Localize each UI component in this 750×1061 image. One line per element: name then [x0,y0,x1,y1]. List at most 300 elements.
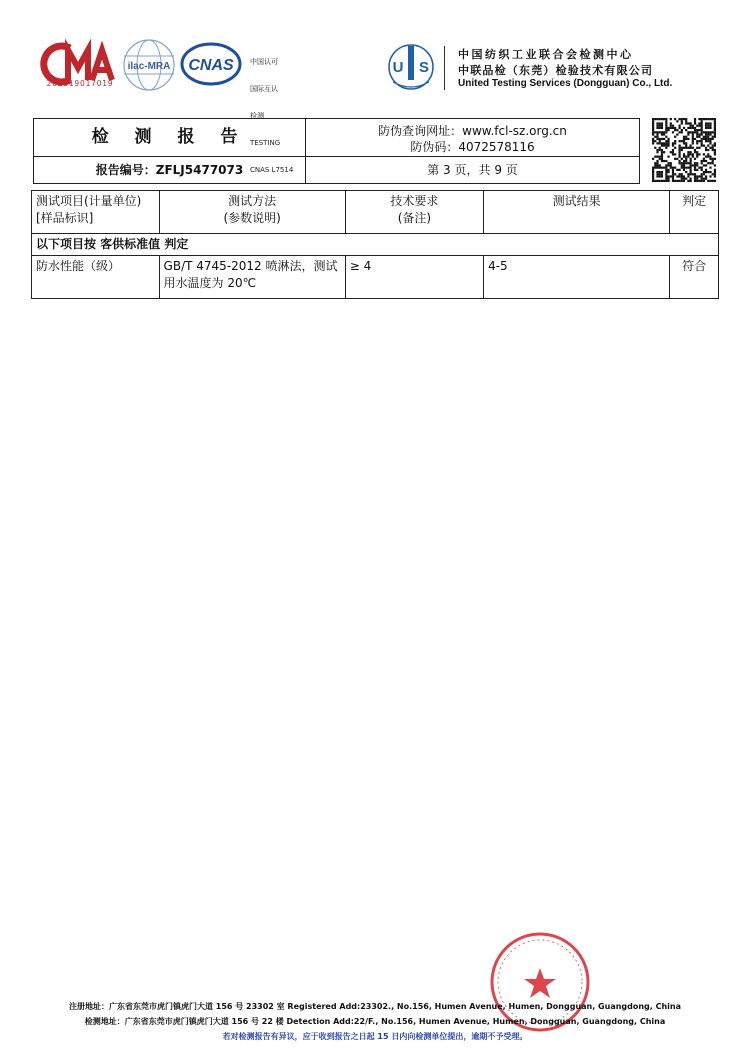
qr-module [701,169,703,171]
qr-module [663,131,665,133]
qr-module [709,138,711,140]
qr-module [672,144,674,146]
qr-module [683,127,685,129]
qr-module [685,167,687,169]
qr-module [683,136,685,138]
qr-module [652,173,654,175]
qr-module [656,164,658,166]
qr-module [690,147,692,149]
qr-module [712,162,714,164]
qr-module [683,175,685,177]
qr-module [694,131,696,133]
qr-module [674,167,676,169]
qr-module [663,160,665,162]
qr-module [707,162,709,164]
qr-module [698,133,700,135]
qr-module [687,151,689,153]
qr-module [690,158,692,160]
qr-module [667,140,669,142]
qr-module [687,138,689,140]
qr-module [659,164,661,166]
qr-module [652,125,654,127]
qr-module [714,164,716,166]
qr-module [707,133,709,135]
qr-module [667,175,669,177]
qr-module [709,167,711,169]
qr-module [654,167,656,169]
verify-code: 防伪码：4072578116 [410,140,535,154]
qr-module [703,131,705,133]
qr-module [652,171,654,173]
qr-module [707,125,709,127]
qr-module [705,175,707,177]
qr-module [665,129,667,131]
header-judgement-label: 判定 [682,194,707,208]
qr-module [685,118,687,120]
qr-module [661,167,663,169]
qr-module [714,122,716,124]
qr-module [703,164,705,166]
qr-module [665,173,667,175]
qr-module [709,175,711,177]
qr-module [654,180,656,182]
qr-module [705,125,707,127]
qr-module [694,158,696,160]
qr-module [714,169,716,171]
qr-module [696,125,698,127]
qr-module [701,125,703,127]
qr-module [681,167,683,169]
qr-module [652,140,654,142]
qr-module [656,127,658,129]
qr-module [672,151,674,153]
qr-module [696,136,698,138]
qr-module [694,127,696,129]
qr-module [701,131,703,133]
qr-code [652,118,716,182]
qr-module [685,147,687,149]
qr-module [670,162,672,164]
qr-module [667,127,669,129]
qr-module [714,120,716,122]
qr-module [659,167,661,169]
qr-module [663,118,665,120]
qr-module [674,129,676,131]
qr-module [665,147,667,149]
qr-module [656,136,658,138]
qr-module [676,169,678,171]
qr-module [692,147,694,149]
verify-url: 防伪查询网址：www.fcl-sz.org.cn [378,124,567,138]
qr-module [690,169,692,171]
qr-module [683,169,685,171]
qr-module [690,131,692,133]
qr-module [690,171,692,173]
qr-module [661,149,663,151]
qr-module [654,136,656,138]
qr-module [661,127,663,129]
qr-module [696,169,698,171]
qr-module [694,149,696,151]
qr-module [656,122,658,124]
qr-module [659,142,661,144]
qr-module [703,160,705,162]
report-number: 报告编号：ZFLJ5477073 [95,163,244,177]
qr-module [683,147,685,149]
qr-module [701,175,703,177]
qr-module [672,149,674,151]
qr-module [678,125,680,127]
qr-module [701,133,703,135]
report-title-box [33,118,640,184]
qr-module [698,153,700,155]
qr-module [661,173,663,175]
qr-module [672,131,674,133]
uts-letter-u: U [392,59,404,76]
qr-module [656,160,658,162]
qr-module [694,120,696,122]
qr-module [652,131,654,133]
qr-module [652,127,654,129]
qr-module [661,122,663,124]
qr-module [690,167,692,169]
qr-module [690,173,692,175]
registered-address: 注册地址：广东省东莞市虎门镇虎门大道 156 号 23302 室 Registered Add:23302., No.156, Humen Avenue, Humen, Dongguan, Guangdong, China [68,1002,682,1011]
qr-module [681,180,683,182]
qr-module [656,171,658,173]
qr-module [683,142,685,144]
qr-module [707,140,709,142]
qr-module [701,138,703,140]
qr-module [681,129,683,131]
qr-module [685,156,687,158]
qr-module [707,127,709,129]
qr-module [701,178,703,180]
qr-module [652,178,654,180]
qr-module [670,167,672,169]
qr-module [701,180,703,182]
qr-module [705,122,707,124]
qr-module [685,129,687,131]
qr-module [676,129,678,131]
qr-module [709,171,711,173]
qr-module [705,131,707,133]
qr-module [687,147,689,149]
header-requirement-line1: 技术要求 [390,194,439,208]
qr-module [705,136,707,138]
qr-module [652,169,654,171]
qr-module [705,171,707,173]
qr-module [674,180,676,182]
qr-module [670,127,672,129]
accreditation-line: 检测 [250,112,264,120]
qr-module [663,144,665,146]
qr-module [690,178,692,180]
qr-module [703,138,705,140]
qr-module [670,125,672,127]
qr-module [656,167,658,169]
qr-module [701,160,703,162]
qr-module [652,118,654,120]
qr-module [705,133,707,135]
qr-module [698,167,700,169]
qr-module [661,133,663,135]
qr-module [703,180,705,182]
qr-module [665,125,667,127]
qr-module [687,173,689,175]
qr-module [663,180,665,182]
header-divider [444,46,445,90]
qr-module [674,173,676,175]
qr-module [678,153,680,155]
header-result [484,191,670,234]
qr-module [659,156,661,158]
qr-module [683,180,685,182]
qr-module [701,144,703,146]
qr-module [705,127,707,129]
qr-module [681,175,683,177]
qr-module [683,178,685,180]
qr-module [712,144,714,146]
qr-module [661,125,663,127]
qr-module [652,167,654,169]
qr-module [659,175,661,177]
qr-module [709,142,711,144]
qr-module [663,151,665,153]
cell-method: GB/T 4745-2012 喷淋法，测试用水温度为 20℃ [159,256,345,299]
qr-module [678,147,680,149]
qr-module [694,173,696,175]
qr-module [674,136,676,138]
cnas-text: CNAS [188,57,234,74]
qr-module [714,129,716,131]
ilac-mra-text: ilac-MRA [127,61,171,72]
ilac-mra-logo [122,38,176,92]
qr-module [701,162,703,164]
qr-module [685,160,687,162]
qr-module [683,164,685,166]
qr-module [692,142,694,144]
qr-module [698,136,700,138]
qr-module [712,147,714,149]
qr-module [705,140,707,142]
qr-module [705,149,707,151]
qr-module [709,118,711,120]
section-title: 以下项目按 客供标准值 判定 [32,234,719,256]
qr-module [690,164,692,166]
qr-module [672,127,674,129]
qr-module [665,131,667,133]
qr-module [694,178,696,180]
qr-module [696,153,698,155]
qr-module [659,131,661,133]
qr-module [692,138,694,140]
qr-module [652,142,654,144]
qr-module [703,136,705,138]
qr-module [705,169,707,171]
qr-module [696,147,698,149]
qr-module [703,171,705,173]
header-method [159,191,345,234]
qr-module [703,173,705,175]
qr-module [692,156,694,158]
qr-module [659,171,661,173]
qr-module [663,138,665,140]
qr-module [656,173,658,175]
qr-module [709,147,711,149]
qr-module [690,127,692,129]
qr-module [685,144,687,146]
header-item [32,191,160,234]
qr-module [694,138,696,140]
accreditation-line: CNAS L7514 [250,166,294,174]
qr-module [661,171,663,173]
qr-module [672,178,674,180]
qr-module [701,173,703,175]
qr-module [665,142,667,144]
qr-module [692,127,694,129]
qr-module [683,160,685,162]
qr-module [714,180,716,182]
qr-module [701,140,703,142]
accreditation-line: 国际互认 [250,85,278,93]
qr-module [663,142,665,144]
qr-module [707,118,709,120]
qr-module [676,120,678,122]
qr-module [709,131,711,133]
qr-module [652,180,654,182]
qr-module [659,158,661,160]
qr-module [685,136,687,138]
qr-module [687,127,689,129]
qr-module [678,156,680,158]
qr-module [698,129,700,131]
qr-module [674,127,676,129]
qr-module [659,118,661,120]
qr-module [687,156,689,158]
qr-module [685,120,687,122]
qr-module [656,151,658,153]
qr-module [656,162,658,164]
qr-module [696,175,698,177]
qr-module [714,153,716,155]
qr-module [714,142,716,144]
qr-module [652,122,654,124]
qr-module [698,125,700,127]
qr-module [694,169,696,171]
header-item-line1: 测试项目(计量单位) [36,194,142,208]
company-name-cn-2: 中联品检（东莞）检验技术有限公司 [458,64,654,77]
qr-module [692,131,694,133]
qr-module [709,125,711,127]
qr-module [681,149,683,151]
qr-module [696,133,698,135]
qr-module [694,164,696,166]
qr-module [678,144,680,146]
qr-module [714,118,716,120]
qr-module [654,164,656,166]
qr-module [656,175,658,177]
qr-module [681,140,683,142]
header-item-line2: [样品标识] [36,211,94,225]
qr-module [674,118,676,120]
qr-module [674,140,676,142]
qr-module [678,118,680,120]
qr-module [696,140,698,142]
qr-module [694,122,696,124]
qr-module [667,164,669,166]
qr-module [692,136,694,138]
qr-module [656,131,658,133]
qr-module [661,156,663,158]
qr-module [712,138,714,140]
qr-module [690,122,692,124]
qr-module [672,175,674,177]
qr-module [701,129,703,131]
qr-module [670,164,672,166]
qr-module [683,156,685,158]
qr-module [701,122,703,124]
qr-module [665,127,667,129]
qr-module [656,125,658,127]
qr-module [690,160,692,162]
qr-module [663,133,665,135]
qr-module [681,122,683,124]
qr-module [696,178,698,180]
qr-module [709,156,711,158]
qr-module [665,164,667,166]
qr-module [672,171,674,173]
qr-module [681,164,683,166]
qr-module [654,131,656,133]
qr-module [707,138,709,140]
qr-module [661,158,663,160]
qr-module [692,173,694,175]
qr-module [656,142,658,144]
qr-module [659,173,661,175]
table-row [32,256,719,299]
qr-module [652,158,654,160]
qr-module [705,160,707,162]
qr-module [683,153,685,155]
qr-module [678,175,680,177]
qr-module [696,180,698,182]
qr-module [681,173,683,175]
qr-module [674,158,676,160]
qr-module [667,156,669,158]
qr-module [690,144,692,146]
qr-module [696,151,698,153]
qr-module [670,118,672,120]
qr-module [690,125,692,127]
company-name-en: United Testing Services (Dongguan) Co., Ltd. [458,78,673,89]
qr-module [654,156,656,158]
qr-module [678,140,680,142]
qr-module [692,125,694,127]
qr-module [687,131,689,133]
qr-module [696,131,698,133]
qr-module [665,169,667,171]
uts-logo [387,42,435,92]
qr-module [690,180,692,182]
qr-module [707,136,709,138]
qr-module [665,140,667,142]
qr-module [654,147,656,149]
qr-module [692,164,694,166]
qr-module [667,144,669,146]
qr-module [696,164,698,166]
qr-module [705,178,707,180]
